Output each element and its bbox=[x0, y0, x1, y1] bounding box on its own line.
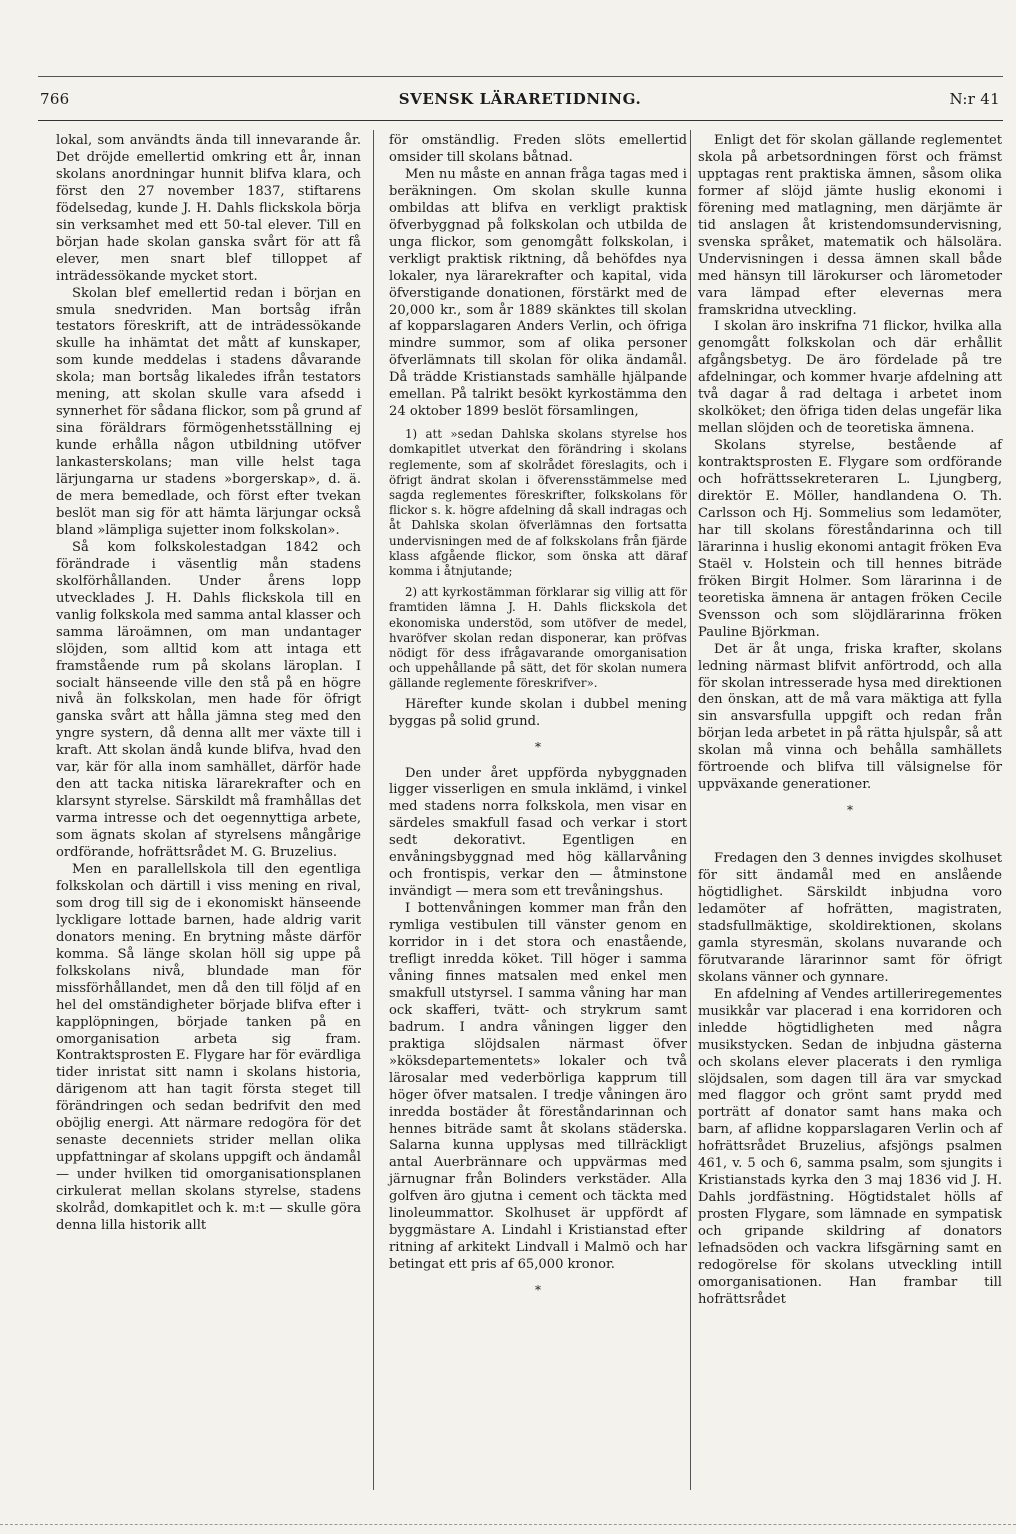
publication-title: SVENSK LÄRARETIDNING. bbox=[398, 90, 642, 108]
bottom-edge bbox=[0, 1524, 1016, 1525]
paragraph: En afdelning af Vendes artilleriregementes musikkår var placerad i ena korridoren och inledde högtidligheten med några musikstycken. Sedan de inbjudna gästerna och skolans elever placerats i den rymliga slöjdsalen, som dagen till ära var smyckad med flaggor och grönt samt prydd med porträtt af donator samt hans maka och barn, af aflidne kopparslagaren Verlin och af hofrättsrådet Bruzelius, afsjöngs psalmen 461, v. 5 och 6, samma psalm, som sjungits i Kristianstads kyrka den 3 maj 1836 vid J. H. Dahls jordfästning. Högtidstalet hölls af prosten Flygare, som lämnade en sympatisk och gripande skildring af donators lefnadsöden och vackra lifsgärning samt en redogörelse för skolans utveckling intill omorganisationen. Han frambar till hofrättsrådet bbox=[698, 986, 1002, 1307]
top-rule bbox=[38, 76, 1003, 77]
paragraph: Enligt det för skolan gällande reglementet skola på arbetsordningen först och främst upptagas rent praktiska ämnen, såsom olika former af slöjd jämte huslig ekonomi i förening med matlagning, men därjämte är tid anslagen åt kristendomsundervisning, svenska språket, matematik och hälsolära. Undervisningen i dessa ämnen skall både med hänsyn till lärokurser och lärometoder vara lämpad efter elevernas mera framskridna utveckling. bbox=[698, 133, 1002, 318]
paragraph: Den under året uppförda nybyggnaden ligger visserligen en smula inklämd, i vinkel med stadens norra folkskola, men visar en särdeles smakfull fasad och verkar i stort sedt dekorativt. Egentligen en envåningsbyggnad med hög källarvåning och frontispis, verkar den — åtminstone invändigt — mera som ett trevåningshus. bbox=[389, 765, 687, 900]
paragraph: Fredagen den 3 dennes invigdes skolhuset för sitt ändamål med en anslående högtidlighet. Särskildt inbjudna voro ledamöter af hofrätten, magistraten, stadsfullmäktige, skoldirektionen, skolans gamla styresmän, skolans nuvarande och förutvarande lärarinnor samt för öfrigt skolans vänner och gynnare. bbox=[698, 851, 1002, 985]
spacer bbox=[698, 829, 1002, 851]
paragraph: Härefter kunde skolan i dubbel mening byggas på solid grund. bbox=[389, 696, 687, 729]
column-divider bbox=[373, 130, 374, 1490]
paragraph: Det är åt unga, friska krafter, skolans ledning närmast blifvit anförtrodd, och alla för skolan intresserade hysa med direktionen den önskan, att de må vara mäktiga att fylla sin ansvarsfulla uppgift och redan från början leda arbetet in på rätta hjulspår, så att skolan må vinna och behålla samhällets förtroende och blifva till välsignelse för uppväxande generationer. bbox=[698, 641, 1002, 793]
section-separator: * bbox=[535, 1283, 541, 1298]
page-header bbox=[40, 90, 1000, 116]
paragraph: för omständlig. Freden slöts emellertid omsider till skolans båtnad. bbox=[389, 133, 687, 165]
quoted-resolution-2: 2) att kyrkostämman förklarar sig villig att för framtiden lämna J. H. Dahls flickskola det ekonomiska understöd, som utöfver de medel, hvaröfver skolan redan disponerar, kan pröfvas nödigt för dess ifrågavarande omorganisation och uppehållande på sätt, det för skolan numera gällande reglemente föreskrifver». bbox=[389, 585, 687, 691]
column-3 bbox=[698, 133, 1002, 1309]
paragraph: Skolans styrelse, bestående af kontraktsprosten E. Flygare som ordförande och hofrättssekreteraren L. Ljungberg, direktör E. Möller, handlandena O. Th. Carlsson och Hj. Sommelius som ledamöter, har till skolans föreståndarinna och till lärarinna i huslig ekonomi antagit fröken Eva Staël v. Holstein och till hennes biträde fröken Birgit Holmer. Som lärarinna i de teoretiska ämnena är antagen fröken Cecile Svensson och som slöjdlärarinna fröken Pauline Björkman. bbox=[698, 438, 1002, 640]
paragraph: Så kom folkskolestadgan 1842 och förändrade i väsentlig mån stadens skolförhållanden. Under årens lopp utvecklades J. H. Dahls flickskola till en vanlig folkskola med samma antal klasser och samma läroämnen, om man undantager slöjden, som alltid kom att intaga ett framstående rum på skolans läroplan. I socialt hänseende ville den stå på en högre nivå än folkskolan, men hade för öfrigt ganska svårt att hålla jämna steg med den yngre systern, då denna allt mer växte till i kraft. Att skolan ändå kunde blifva, hvad den var, kär för alla inom samhället, därför hade den att tacka nitiska lärarekrafter och en klarsynt styrelse. Särskildt må framhållas det varma intresse och det oegennyttiga arbete, som ägnats skolan af styrelsens mångårige ordförande, hofrättsrådet M. G. Bruzelius. bbox=[56, 539, 361, 861]
paragraph: lokal, som användts ända till innevarande år. Det dröjde emellertid omkring ett år, innan skolans anordningar hunnit blifva klara, och först den 27 november 1837, stiftarens födelsedag, kunde J. H. Dahls flickskola börja sin verksamhet med ett 50-tal elever. Till en början hade skolan ganska svårt för att få elever, men snart blef tilloppet af inträdessökande mycket stort. bbox=[56, 133, 361, 284]
paragraph: I bottenvåningen kommer man från den rymliga vestibulen till vänster genom en korridor in i det stora och enastående, trefligt inredda köket. Till höger i samma våning finnes matsalen med enkel men smakfull utstyrsel. I samma våning har man ock skafferi, tvätt- och strykrum samt badrum. I andra våningen ligger den praktiga slöjdsalen närmast öfver »köksdepartementets» lokaler och två lärosalar med vederbörliga kapprum till höger öfver matsalen. I tredje våningen äro inredda bostäder åt föreståndarinnan och hennes biträde samt åt skolans städerska. Salarna kunna upplysas med tillräckligt antal Auerbrännare och uppvärmas med järnugnar från Bolinders verkstäder. Alla golfven äro gjutna i cement och täckta med linoleummattor. Skolhuset är uppfördt af byggmästare A. Lindahl i Kristianstad efter ritning af arkitekt Lindvall i Malmö och har betingat ett pris af 65,000 kronor. bbox=[389, 901, 687, 1273]
paragraph: I skolan äro inskrifna 71 flickor, hvilka alla genomgått folkskolan och där erhållit afgångsbetyg. De äro fördelade på tre afdelningar, och kommer hvarje afdelning att två dagar å rad deltaga i arbetet inom skolköket; den öfriga tiden delas ungefär lika mellan slöjden och de teoretiska ämnena. bbox=[698, 319, 1002, 437]
column-2 bbox=[389, 133, 687, 1309]
column-1 bbox=[56, 133, 361, 1235]
quoted-resolution-1: 1) att »sedan Dahlska skolans styrelse hos domkapitlet utverkat den förändring i skolans reglemente, som af skolrådet föreslagits, och i öfrigt ändrat skolan i öfverensstämmelse med sagda reglementes föreskrifter, folkskolans för flickor s. k. högre afdelning då skall indragas och åt Dahlska skolan öfverlämnas den fortsatta undervisningen med de af folkskolans från fjärde klass afgående flickor, som önska att däraf komma i åtnjutande; bbox=[389, 427, 687, 579]
column-divider bbox=[690, 130, 691, 1490]
issue-number: N:r 41 bbox=[949, 90, 1000, 108]
paragraph: Skolan blef emellertid redan i början en smula snedvriden. Man bortsåg ifrån testators föreskrift, att de inträdessökande skulle ha inhämtat det mått af kunskaper, som kunde meddelas i stadens dåvarande skola; man bortsåg likaledes ifrån testators mening, att skolan skulle vara afsedd i synnerhet för sådana flickor, som på grund af sina föräldrars förmögenhetsställning ej kunde erhålla någon utbildning utöfver lankasterskolans; man ville helst taga lärjungarna ur stadens »borgerskap», d. ä. de mera bemedlade, och först efter tvekan beslöt man sig för att hämta lärjungar också bland »lämpliga sujetter inom folkskolan». bbox=[56, 285, 361, 538]
paragraph: Men en parallellskola till den egentliga folkskolan och därtill i viss mening en rival, som drog till sig de i ekonomiskt hänseende lyckligare lottade barnen, hade aldrig varit donators mening. En brytning måste därför komma. Så länge skolan höll sig uppe på folkskolans nivå, blundade man för missförhållandet, men då den till följd af en hel del omständigheter började blifva efter i kapplöpningen, började tanken på en omorganisation arbeta sig fram. Kontraktsprosten E. Flygare har för evärdliga tider inristat sitt namn i skolans historia, därigenom att han tagit första steget till förändringen och sedan bedrifvit den med oböjlig energi. Att närmare redogöra för det senaste decenniets strider mellan olika uppfattningar af skolans uppgift och ändamål — under hvilken tid omorganisationsplanen cirkulerat mellan skolans styrelse, stadens skolråd, domkapitlet och k. m:t — skulle göra denna lilla historik allt bbox=[56, 861, 361, 1233]
header-rule bbox=[38, 120, 1003, 121]
section-separator: * bbox=[535, 739, 541, 754]
paragraph: Men nu måste en annan fråga tagas med i beräkningen. Om skolan skulle kunna ombildas att blifva en verkligt praktisk öfverbyggnad på folkskolan och utbilda de unga flickor, som genomgått folkskolan, i verkligt praktisk riktning, då behöfdes nya lokaler, nya lärarekrafter och kapital, vida öfverstigande donationen, förstärkt med de 20,000 kr., som år 1889 skänktes till skolan af kopparslagaren Anders Verlin, och öfriga mindre summor, som af olika personer öfverlämnats till skolan för olika ändamål. Då trädde Kristianstads samhälle hjälpande emellan. På talrikt besökt kyrkostämma den 24 oktober 1899 beslöt församlingen, bbox=[389, 166, 687, 420]
section-separator: * bbox=[847, 803, 853, 818]
page-number: 766 bbox=[40, 90, 70, 108]
